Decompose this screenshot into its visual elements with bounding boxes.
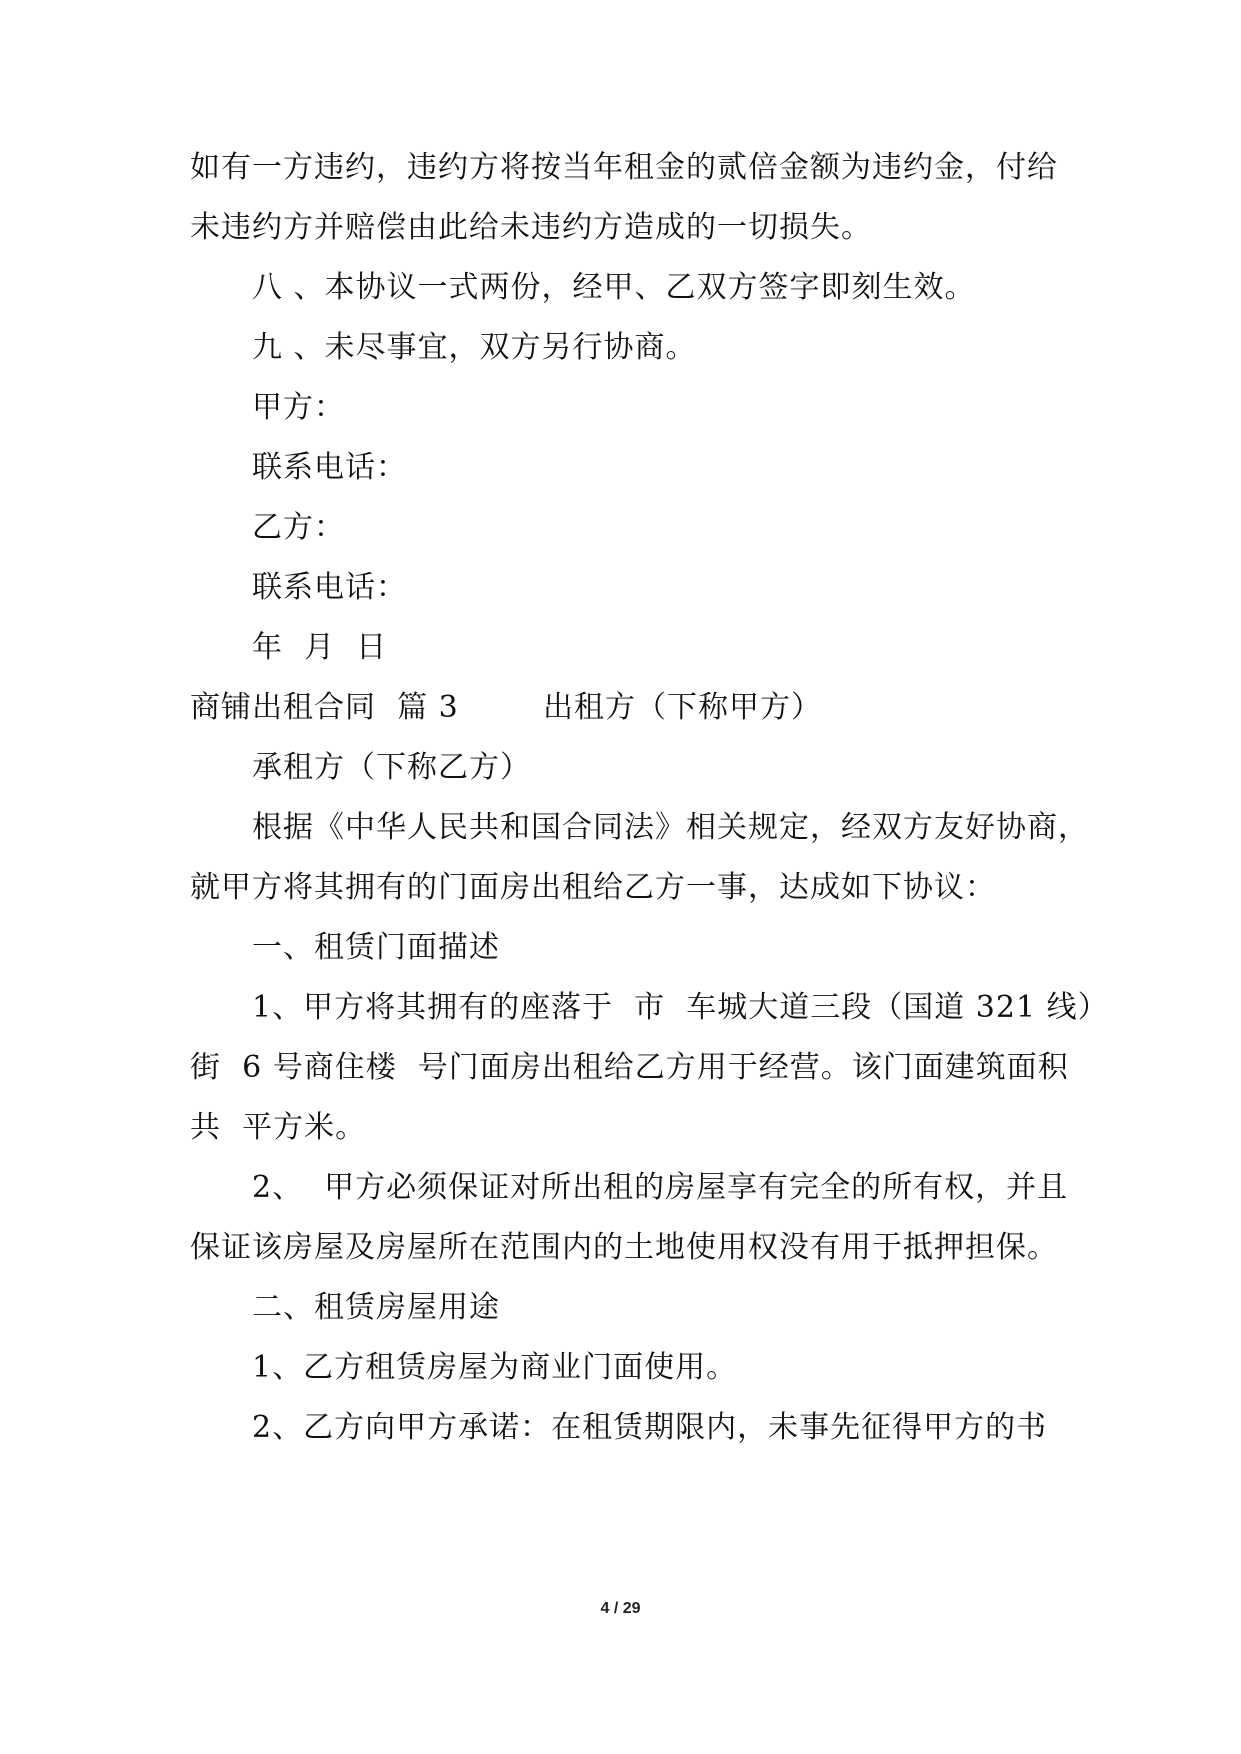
paragraph-line: 街 6 号商住楼 号门面房出租给乙方用于经营。该门面建筑面积	[190, 1050, 1069, 1085]
clause-8: 八 、本协议一式两份，经甲、乙双方签字即刻生效。	[252, 270, 976, 305]
date-line: 年 月 日	[252, 630, 388, 665]
section-heading: 商铺出租合同 篇 3 出租方（下称甲方）	[190, 690, 822, 725]
clause-9: 九 、未尽事宜，双方另行协商。	[252, 330, 697, 365]
paragraph-line: 未违约方并赔偿由此给未违约方造成的一切损失。	[190, 210, 872, 245]
paragraph-line: 就甲方将其拥有的门面房出租给乙方一事，达成如下协议：	[190, 870, 996, 905]
paragraph-line: 共 平方米。	[190, 1110, 367, 1145]
paragraph-line: 2、乙方向甲方承诺：在租赁期限内，未事先征得甲方的书	[252, 1410, 1048, 1445]
party-b-label: 乙方：	[252, 510, 345, 545]
page-number: 4 / 29	[600, 1600, 641, 1617]
party-b-phone-label: 联系电话：	[252, 570, 407, 605]
party-a-label: 甲方：	[252, 390, 345, 425]
paragraph-line: 2、 甲方必须保证对所出租的房屋享有完全的所有权，并且	[252, 1170, 1069, 1205]
subsection-heading: 二、租赁房屋用途	[252, 1290, 500, 1325]
paragraph-line: 如有一方违约，违约方将按当年租金的贰倍金额为违约金，付给	[190, 150, 1058, 185]
paragraph-line: 1、甲方将其拥有的座落于 市 车城大道三段（国道 321 线）	[252, 990, 1109, 1025]
lessee-line: 承租方（下称乙方）	[252, 750, 531, 785]
paragraph-line: 根据《中华人民共和国合同法》相关规定，经双方友好协商，	[252, 810, 1089, 845]
paragraph-line: 1、乙方租赁房屋为商业门面使用。	[252, 1350, 738, 1385]
party-a-phone-label: 联系电话：	[252, 450, 407, 485]
subsection-heading: 一、租赁门面描述	[252, 930, 500, 965]
paragraph-line: 保证该房屋及房屋所在范围内的土地使用权没有用于抵押担保。	[190, 1230, 1058, 1265]
